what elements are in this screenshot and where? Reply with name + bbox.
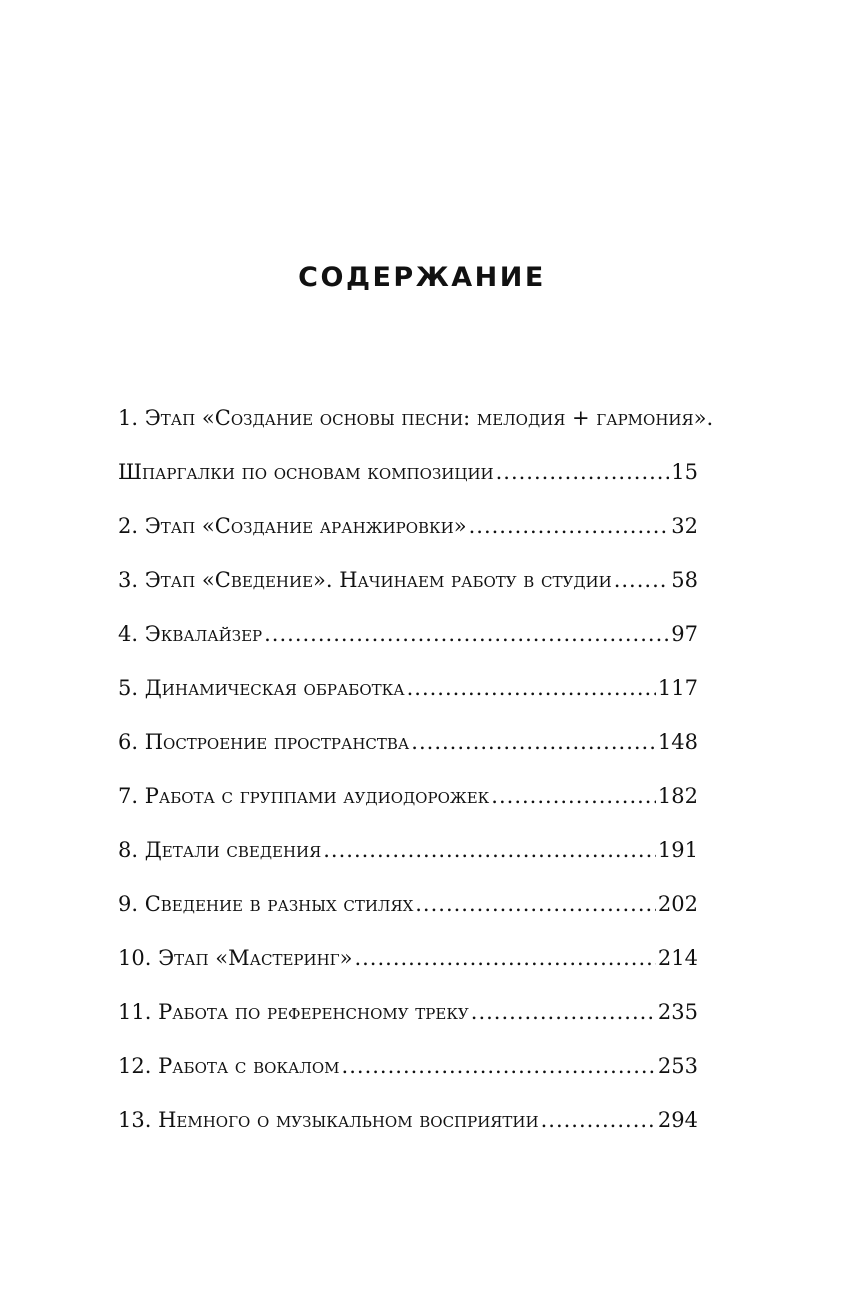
toc-entry-title: 12. Работа с вокалом <box>118 1054 340 1078</box>
toc-entry-title: 2. Этап «Создание аранжировки» <box>118 514 467 538</box>
toc-entry-title: 10. Этап «Мастеринг» <box>118 946 353 970</box>
dot-leader <box>496 454 670 490</box>
dot-leader <box>541 1102 656 1138</box>
dot-leader <box>407 670 656 706</box>
toc-entry-title: 7. Работа с группами аудиодорожек <box>118 784 490 808</box>
toc-page-number: 58 <box>671 568 698 592</box>
toc-entry-title: 8. Детали сведения <box>118 838 322 862</box>
dot-leader <box>342 1048 656 1084</box>
toc-entry-title: Шпаргалки по основам композиции <box>118 460 494 484</box>
toc-entry-title: 1. Этап «Создание основы песни: мелодия + гармония». <box>118 406 714 430</box>
toc-entry-title: 3. Этап «Сведение». Начинаем работу в студии <box>118 568 612 592</box>
toc-entry-1-line-1 <box>118 400 714 454</box>
toc-page-number: 214 <box>657 946 698 970</box>
toc-page-number: 182 <box>657 784 698 808</box>
toc-entry-4 <box>118 616 698 670</box>
toc-entry-3 <box>118 562 698 616</box>
dot-leader <box>264 616 669 652</box>
toc-page-number: 97 <box>671 622 698 646</box>
toc-page-number: 117 <box>657 676 698 700</box>
toc-entry-7 <box>118 778 698 832</box>
toc-entry-5 <box>118 670 698 724</box>
toc-entry-11 <box>118 994 698 1048</box>
toc-entry-1-line-2 <box>118 454 698 508</box>
toc-entry-10 <box>118 940 698 994</box>
toc-entry-12 <box>118 1048 698 1102</box>
toc-entry-title: 6. Построение пространства <box>118 730 410 754</box>
page-title: СОДЕРЖАНИЕ <box>298 262 546 293</box>
toc-entry-9 <box>118 886 698 940</box>
toc-entry-title: 4. Эквалайзер <box>118 622 263 646</box>
dot-leader <box>415 886 656 922</box>
toc-page-number: 32 <box>671 514 698 538</box>
toc-entry-13 <box>118 1102 698 1156</box>
toc-entry-title: 5. Динамическая обработка <box>118 676 405 700</box>
toc-page-number: 235 <box>657 1000 698 1024</box>
toc-entry-title: 11. Работа по референсному треку <box>118 1000 469 1024</box>
dot-leader <box>354 940 655 976</box>
dot-leader <box>323 832 656 868</box>
dot-leader <box>471 994 656 1030</box>
toc-entry-title: 9. Сведение в разных стилях <box>118 892 414 916</box>
toc-page-number: 191 <box>657 838 698 862</box>
table-of-contents <box>118 400 714 1156</box>
toc-entry-6 <box>118 724 698 778</box>
toc-page-number: 148 <box>657 730 698 754</box>
toc-entry-title: 13. Немного о музыкальном восприятии <box>118 1108 539 1132</box>
toc-page-number: 15 <box>671 460 698 484</box>
toc-page-number: 202 <box>657 892 698 916</box>
toc-page-number: 294 <box>657 1108 698 1132</box>
toc-page-number: 253 <box>657 1054 698 1078</box>
toc-entry-2 <box>118 508 698 562</box>
dot-leader <box>491 778 656 814</box>
dot-leader <box>614 562 670 598</box>
dot-leader <box>469 508 670 544</box>
toc-entry-8 <box>118 832 698 886</box>
dot-leader <box>411 724 656 760</box>
